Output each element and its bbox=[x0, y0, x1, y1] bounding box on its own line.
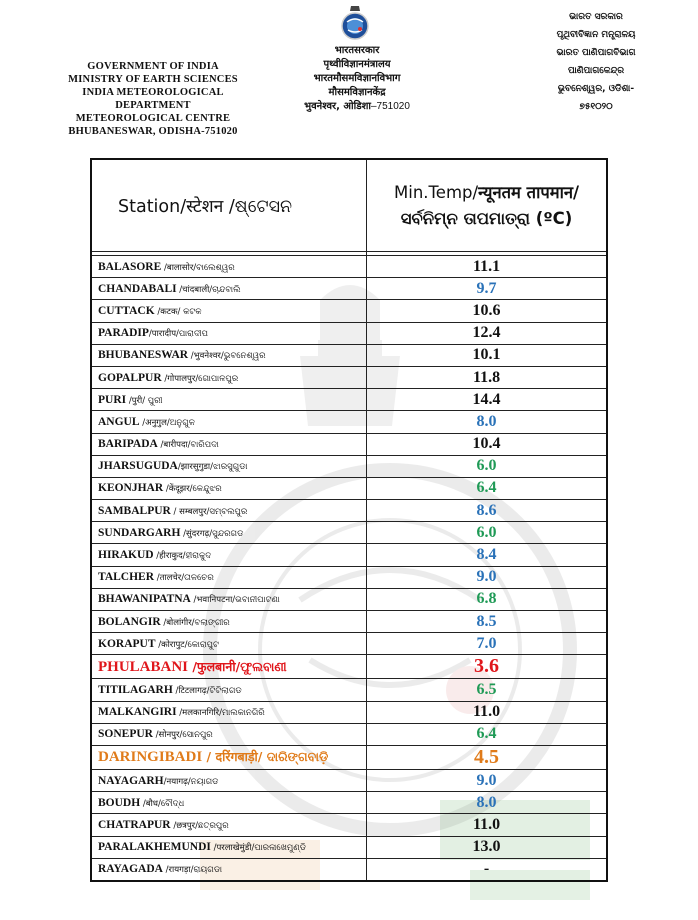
hdr-or-line: ପୃଥିବୀବିଜ୍ଞାନ ମନ୍ତ୍ରାଳୟ bbox=[556, 30, 636, 40]
station-name: PARADIP bbox=[98, 327, 149, 340]
station-name: BHAWANIPATNA bbox=[98, 593, 191, 606]
min-temp-value: 8.0 bbox=[367, 792, 607, 814]
station-name: SONEPUR bbox=[98, 728, 153, 741]
station-name: GOPALPUR bbox=[98, 371, 162, 384]
min-temp-value: 11.0 bbox=[367, 701, 607, 723]
station-name: BALASORE bbox=[98, 260, 162, 273]
station-column-header: Station/स्टेशन /ଷ୍ଟେସନ bbox=[91, 159, 367, 252]
temp-header-line1 bbox=[367, 180, 606, 206]
min-temp-value: - bbox=[367, 858, 607, 881]
station-local-name: /तालचेर/ତାଳଚେର bbox=[154, 573, 214, 584]
station-local-name: /हीराकुद/ହୀରାକୁଦ bbox=[153, 551, 212, 562]
station-name: KORAPUT bbox=[98, 637, 156, 650]
min-temp-value: 10.1 bbox=[367, 344, 607, 366]
station-name: CHANDABALI bbox=[98, 282, 177, 295]
station-local-name: /सोनपुर/ସୋନପୁର bbox=[152, 730, 213, 741]
table-row bbox=[91, 344, 607, 366]
station-local-name: /केंदूझर/କେନ୍ଦୁଝର bbox=[163, 484, 222, 495]
station-name: SAMBALPUR bbox=[98, 504, 171, 517]
min-temp-value: 8.5 bbox=[367, 611, 607, 633]
min-temp-value: 8.6 bbox=[367, 500, 607, 522]
station-local-name: /झारसुगुडा/ଝାରସୁଗୁଡା bbox=[177, 462, 248, 473]
table-row bbox=[91, 588, 607, 610]
station-name: PARALAKHEMUNDI bbox=[98, 841, 211, 854]
station-name: BOLANGIR bbox=[98, 615, 161, 628]
hdr-or-line: ଭାରତ ସରକାର bbox=[569, 12, 623, 22]
station-local-name: / दरिंगबाड़ी/ ଦାରିଙ୍ଗବାଡ଼ି bbox=[202, 749, 329, 765]
imd-emblem-icon bbox=[338, 4, 372, 44]
station-local-name: /बोलांगीर/ବଲାଙ୍ଗୀର bbox=[160, 617, 230, 628]
hdr-en-line: MINISTRY OF EARTH SCIENCES bbox=[68, 74, 238, 85]
hindi-letterhead bbox=[278, 44, 436, 114]
station-cell bbox=[91, 500, 367, 522]
hdr-en-line: INDIA METEOROLOGICAL DEPARTMENT bbox=[82, 87, 224, 111]
station-cell bbox=[91, 745, 367, 769]
min-temp-value: 8.0 bbox=[367, 411, 607, 433]
table-row bbox=[91, 679, 607, 701]
station-local-name: /पारादीप/ପାରାଦୀପ bbox=[148, 329, 208, 340]
min-temp-value: 9.7 bbox=[367, 278, 607, 300]
table-row bbox=[91, 655, 607, 679]
station-name: HIRAKUD bbox=[98, 549, 154, 562]
temp-header-line2: ସର୍ବନିମ୍ନ ତାପମାତ୍ରା (ºC) bbox=[400, 208, 573, 228]
min-temp-value: 6.0 bbox=[367, 522, 607, 544]
hdr-hi-line: मौसमविज्ञानकेंद्र bbox=[328, 87, 386, 98]
station-name: BHUBANESWAR bbox=[98, 349, 189, 362]
station-cell bbox=[91, 633, 367, 655]
hdr-hi-line: भारतमौसमविज्ञानविभाग bbox=[313, 73, 401, 84]
station-cell bbox=[91, 792, 367, 814]
table-row bbox=[91, 792, 607, 814]
station-local-name: /रायगड़ा/ରାୟଗଡା bbox=[162, 865, 223, 876]
station-cell bbox=[91, 477, 367, 499]
min-temp-value: 11.0 bbox=[367, 814, 607, 836]
station-cell bbox=[91, 455, 367, 477]
station-cell bbox=[91, 322, 367, 344]
min-temp-value: 9.0 bbox=[367, 566, 607, 588]
station-local-name: /अनुगुल/ଅନୁଗୁଳ bbox=[139, 417, 195, 428]
station-local-name: /बौध/ବୌଦ୍ଧ bbox=[140, 798, 185, 809]
table-row bbox=[91, 411, 607, 433]
table-row bbox=[91, 769, 607, 791]
hdr-or-line: ପାଣିପାଗକେନ୍ଦ୍ର bbox=[567, 66, 625, 76]
min-temperature-table bbox=[90, 158, 608, 882]
table-row bbox=[91, 256, 607, 278]
min-temp-value: 8.4 bbox=[367, 544, 607, 566]
station-cell bbox=[91, 522, 367, 544]
odia-letterhead bbox=[540, 8, 652, 116]
min-temp-value: 10.4 bbox=[367, 433, 607, 455]
station-local-name: /भवानिपटना/ଭବାନୀପାଟଣା bbox=[190, 595, 280, 606]
station-cell bbox=[91, 389, 367, 411]
station-cell bbox=[91, 433, 367, 455]
station-local-name: /नयागढ़/ନୟାଗଡ bbox=[163, 776, 219, 787]
table-row bbox=[91, 544, 607, 566]
station-cell bbox=[91, 588, 367, 610]
station-local-name: /टिटलागढ़/ଟିଟିଲାଗଡ bbox=[172, 685, 242, 696]
min-temp-value: 10.6 bbox=[367, 300, 607, 322]
station-local-name: / सम्बलपुर/ସମ୍ବଲପୁର bbox=[170, 506, 248, 517]
station-local-name: /मलकानगिरि/ମାଲକାନଗିରି bbox=[176, 708, 265, 719]
table-row bbox=[91, 389, 607, 411]
station-cell bbox=[91, 836, 367, 858]
hdr-hi-line: भारतसरकार bbox=[334, 45, 380, 56]
min-temp-value: 6.4 bbox=[367, 477, 607, 499]
hdr-en-line: METEOROLOGICAL CENTRE bbox=[75, 113, 231, 124]
station-cell bbox=[91, 701, 367, 723]
station-cell bbox=[91, 679, 367, 701]
temp-header-en: Min.Temp/ bbox=[394, 182, 479, 202]
station-name: KEONJHAR bbox=[98, 482, 164, 495]
table-body bbox=[91, 256, 607, 881]
min-temp-value: 11.8 bbox=[367, 366, 607, 388]
station-cell bbox=[91, 611, 367, 633]
hdr-en-line: GOVERNMENT OF INDIA bbox=[87, 61, 219, 72]
station-local-name: /छत्रपुर/ଛତ୍ରପୁର bbox=[170, 820, 229, 831]
hdr-hi-city: भुवनेश्वर, ओडिशा bbox=[304, 101, 371, 112]
table-row bbox=[91, 300, 607, 322]
station-cell bbox=[91, 344, 367, 366]
station-name: MALKANGIRI bbox=[98, 706, 177, 719]
min-temp-value: 6.5 bbox=[367, 679, 607, 701]
table-row bbox=[91, 500, 607, 522]
table-row bbox=[91, 566, 607, 588]
min-temp-value: 7.0 bbox=[367, 633, 607, 655]
station-local-name: /फुलबानी/ଫୁଲବାଣୀ bbox=[188, 658, 287, 674]
min-temp-value: 6.0 bbox=[367, 455, 607, 477]
station-name: RAYAGADA bbox=[98, 863, 163, 876]
table-row bbox=[91, 858, 607, 881]
station-name: PHULABANI bbox=[98, 658, 189, 675]
table-row bbox=[91, 455, 607, 477]
hdr-hi-line bbox=[278, 100, 436, 114]
table-row bbox=[91, 701, 607, 723]
table-row bbox=[91, 633, 607, 655]
min-temp-value: 14.4 bbox=[367, 389, 607, 411]
station-cell bbox=[91, 366, 367, 388]
english-letterhead bbox=[48, 60, 258, 138]
min-temp-value: 11.1 bbox=[367, 256, 607, 278]
table-row bbox=[91, 836, 607, 858]
station-cell bbox=[91, 544, 367, 566]
station-cell bbox=[91, 411, 367, 433]
station-cell bbox=[91, 655, 367, 679]
table-row bbox=[91, 745, 607, 769]
station-cell bbox=[91, 256, 367, 278]
temp-column-header bbox=[367, 159, 607, 252]
station-local-name: /भुवनेश्वर/ଭୁବନେଶ୍ୱର bbox=[188, 351, 266, 362]
table-row bbox=[91, 278, 607, 300]
station-name: DARINGIBADI bbox=[98, 749, 203, 766]
table-row bbox=[91, 723, 607, 745]
station-name: TALCHER bbox=[98, 571, 155, 584]
station-cell bbox=[91, 566, 367, 588]
hdr-or-line: ଭୁବନେଶ୍ୱର, ଓଡିଶା- bbox=[557, 84, 635, 94]
station-local-name: /गोपालपुर/ଗୋପାଳପୁର bbox=[161, 373, 239, 384]
station-cell bbox=[91, 858, 367, 881]
min-temp-value: 13.0 bbox=[367, 836, 607, 858]
station-name: PURI bbox=[98, 393, 127, 406]
min-temp-value: 9.0 bbox=[367, 769, 607, 791]
station-cell bbox=[91, 769, 367, 791]
station-local-name: /कटक/ କଟକ bbox=[154, 306, 202, 317]
station-local-name: /पुरी/ ପୁରୀ bbox=[126, 395, 163, 406]
station-cell bbox=[91, 278, 367, 300]
station-name: TITILAGARH bbox=[98, 683, 173, 696]
station-local-name: /चांदबाली/ଚାନ୍ଦବାଲି bbox=[176, 284, 241, 295]
temp-header-hi: न्यूनतम तापमान/ bbox=[478, 182, 580, 202]
station-name: JHARSUGUDA bbox=[98, 460, 178, 473]
station-local-name: /परलाखेमुंडी/ପାରଳାଖେମୁଣ୍ଡି bbox=[210, 843, 307, 854]
station-name: NAYAGARH bbox=[98, 774, 164, 787]
hdr-en-line: BHUBANESWAR, ODISHA-751020 bbox=[68, 126, 238, 137]
min-temp-value: 3.6 bbox=[367, 655, 607, 679]
min-temp-value: 4.5 bbox=[367, 745, 607, 769]
station-name: CHATRAPUR bbox=[98, 818, 171, 831]
station-local-name: /बारीपदा/ବାରିପଦା bbox=[157, 440, 219, 451]
hdr-hi-pin: –751020 bbox=[370, 101, 410, 112]
table-row bbox=[91, 611, 607, 633]
hdr-or-line: ଭାରତ ପାଣିପାଗବିଭାଗ bbox=[556, 48, 636, 58]
station-name: BOUDH bbox=[98, 796, 141, 809]
min-temp-value: 12.4 bbox=[367, 322, 607, 344]
station-cell bbox=[91, 814, 367, 836]
table-header-row bbox=[91, 159, 607, 252]
station-local-name: /कोरापुट/କୋରାପୁଟ bbox=[155, 639, 219, 650]
min-temp-value: 6.4 bbox=[367, 723, 607, 745]
table-row bbox=[91, 433, 607, 455]
table-row bbox=[91, 477, 607, 499]
station-cell bbox=[91, 723, 367, 745]
table-row bbox=[91, 814, 607, 836]
station-name: BARIPADA bbox=[98, 438, 158, 451]
table-row bbox=[91, 522, 607, 544]
table-row bbox=[91, 322, 607, 344]
station-name: CUTTACK bbox=[98, 304, 155, 317]
station-name: SUNDARGARH bbox=[98, 526, 181, 539]
station-local-name: /बालासोर/ବାଲେଶ୍ୱର bbox=[161, 262, 235, 273]
station-cell bbox=[91, 300, 367, 322]
min-temp-value: 6.8 bbox=[367, 588, 607, 610]
letterhead bbox=[0, 0, 698, 150]
hdr-or-line: ୭୫୧୦୨୦ bbox=[579, 102, 613, 112]
hdr-hi-line: पृथ्वीविज्ञानमंत्रालय bbox=[323, 59, 391, 70]
station-local-name: /सुंदरगढ़/ସୁନ୍ଦରଗଡ bbox=[180, 528, 244, 539]
station-name: ANGUL bbox=[98, 415, 140, 428]
table-row bbox=[91, 366, 607, 388]
